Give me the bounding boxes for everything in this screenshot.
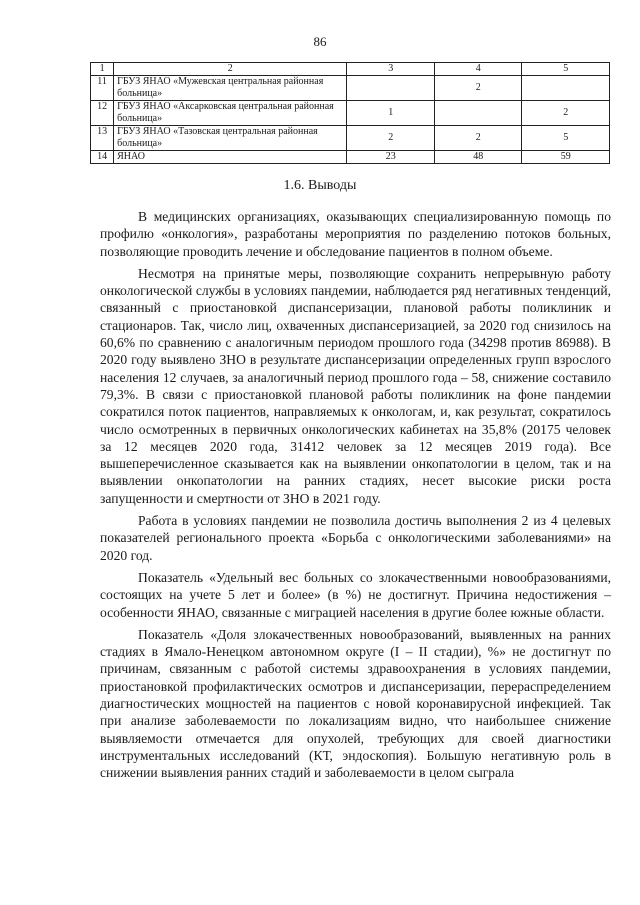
conclusions-text xyxy=(100,208,611,787)
row-col-4: 48 xyxy=(434,151,522,164)
row-name: ГБУЗ ЯНАО «Мужевская центральная районная больница» xyxy=(114,76,347,101)
table-row xyxy=(91,101,610,126)
row-col-4: 2 xyxy=(434,126,522,151)
row-col-3 xyxy=(347,76,435,101)
table-row xyxy=(91,126,610,151)
row-name: ГБУЗ ЯНАО «Тазовская центральная районная больница» xyxy=(114,126,347,151)
row-name: ГБУЗ ЯНАО «Аксарковская центральная районная больница» xyxy=(114,101,347,126)
table-row-total xyxy=(91,151,610,164)
row-col-5: 2 xyxy=(522,101,610,126)
header-col-1: 1 xyxy=(91,63,114,76)
paragraph: Показатель «Доля злокачественных новообразований, выявленных на ранних стадиях в Ямало-Ненецком автономном округе (I – II стадии), %» не достигнут по причинам, связанным с работой системы здравоохранения в условиях пандемии, приостановкой профилактических осмотров и диспансеризации, перераспределением диагностических мощностей на пациентов с новой коронавирусной инфекцией. Так при анализе заболеваемости по локализациям видно, что наибольшее снижение выявляемости отмечается для опухолей, требующих для своей диагностики инструментальных исследований (КТ, эндоскопия). Большую негативную роль в снижении выявления ранних стадий и заболеваемости в целом сыграла xyxy=(100,626,611,781)
paragraph: В медицинских организациях, оказывающих специализированную помощь по профилю «онкология», разработаны мероприятия по разделению потоков больных, позволяющие проводить лечение и обследование пациентов в полном объеме. xyxy=(100,209,611,259)
header-col-3: 3 xyxy=(347,63,435,76)
row-col-5: 59 xyxy=(522,151,610,164)
row-number: 14 xyxy=(91,151,114,164)
section-title: 1.6. Выводы xyxy=(283,178,357,193)
page-number: 86 xyxy=(313,34,327,49)
row-col-4: 2 xyxy=(434,76,522,101)
row-col-4 xyxy=(434,101,522,126)
paragraph: Показатель «Удельный вес больных со злокачественными новообразованиями, состоящих на учете 5 лет и более» (в %) не достигнут. Причина недостижения – особенности ЯНАО, связанные с миграцией населения в другие более южные области. xyxy=(100,569,611,620)
row-number: 12 xyxy=(91,101,114,126)
row-col-3: 2 xyxy=(347,126,435,151)
table-row xyxy=(91,76,610,101)
header-col-5: 5 xyxy=(522,63,610,76)
row-name: ЯНАО xyxy=(114,151,347,164)
header-col-2: 2 xyxy=(114,63,347,76)
row-col-3: 1 xyxy=(347,101,435,126)
paragraph: Несмотря на принятые меры, позволяющие сохранить непрерывную работу онкологической службы в условиях пандемии, наблюдается ряд негативных тенденций, связанный с приостановкой диспансеризации, плановой работы поликлиник и стационаров. Так, число лиц, охваченных диспансеризацией, за 2020 год снизилось на 60,6% по сравнению с аналогичным периодом прошлого года (34298 против 86988). В 2020 году выявлено ЗНО в результате диспансеризации определенных групп взрослого населения 12 случаев, за аналогичный период прошлого года – 58, снижение составило 79,3%. В связи с приостановкой плановой работы поликлиник на фоне пандемии сократился поток пациентов, направляемых к онкологам, и, как результат, сократилось число осмотренных в первичных онкологических кабинетах на 35,8% (20175 человек за 12 месяцев 2020 года, 31412 человек за 12 месяцев 2019 года). Все вышеперечисленное сказывается как на выявлении онкопатологии в целом, так и на выявлении онкопатологии на ранних стадиях, несет высокие риски роста запущенности и смертности от ЗНО в 2021 году. xyxy=(100,265,611,506)
row-col-5: 5 xyxy=(522,126,610,151)
header-col-4: 4 xyxy=(434,63,522,76)
row-number: 11 xyxy=(91,76,114,101)
row-col-5 xyxy=(522,76,610,101)
row-col-3: 23 xyxy=(347,151,435,164)
paragraph: Работа в условиях пандемии не позволила достичь выполнения 2 из 4 целевых показателей регионального проекта «Борьба с онкологическими заболеваниями» на 2020 год. xyxy=(100,513,611,563)
statistics-table xyxy=(90,62,610,164)
row-number: 13 xyxy=(91,126,114,151)
table-header-row xyxy=(91,63,610,76)
